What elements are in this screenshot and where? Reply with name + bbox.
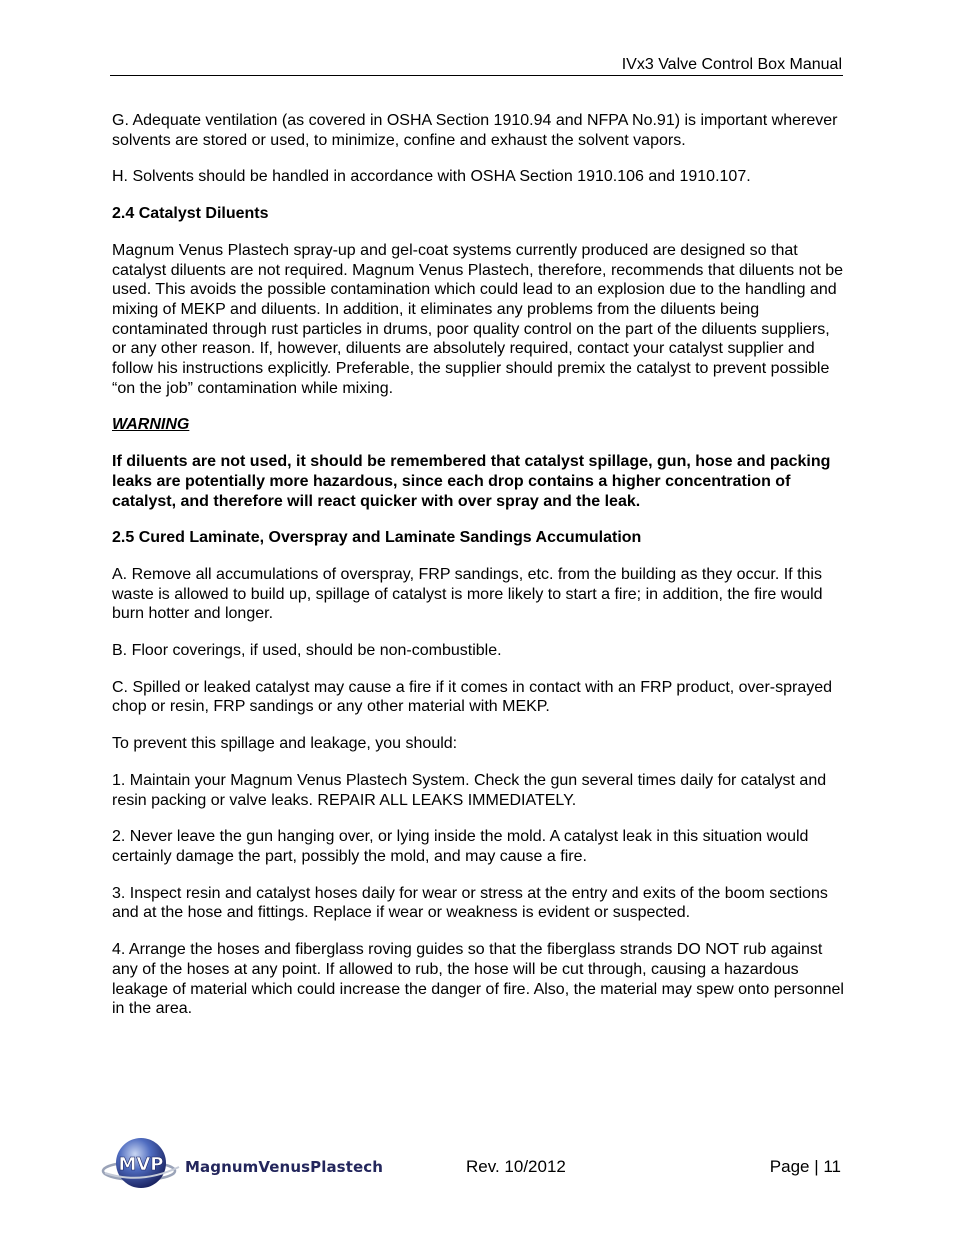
paragraph-b: B. Floor coverings, if used, should be non-combustible. (112, 642, 502, 660)
list-item-4: 4. Arrange the hoses and fiberglass roving guides so that the fiberglass strands DO NOT rub against any of the hoses at any point. If allowed to rub, the hose will be cut through, causing a hazardous leakage of material which could increase the danger of fire. Also, the material may spew onto personnel in the area. (112, 941, 844, 1018)
warning-text: If diluents are not used, it should be remembered that catalyst spillage, gun, hose and packing leaks are potentially more hazardous, since each drop contains a higher concentration of catalyst, and therefore will react quicker with over spray and the leak. (112, 453, 831, 510)
paragraph-a: A. Remove all accumulations of overspray, FRP sandings, etc. from the building as they occur. If this waste is allowed to build up, spillage of catalyst is more likely to start a fire; in addition, the fire would burn hotter and longer. (112, 565, 823, 623)
paragraph-c: C. Spilled or leaked catalyst may cause a fire if it comes in contact with an FRP product, over-sprayed chop or resin, FRP sandings or any other material with MEKP. (112, 678, 833, 716)
paragraph-prevent: To prevent this spillage and leakage, you should: (112, 735, 458, 753)
mvp-logo-icon (101, 1133, 185, 1195)
document-body (112, 111, 847, 1036)
warning-label: WARNING (112, 416, 190, 434)
header-rule (110, 75, 843, 76)
logo-wordmark: MagnumVenusPlastech (185, 1158, 384, 1176)
company-logo (101, 1133, 391, 1195)
list-item-3: 3. Inspect resin and catalyst hoses daily for wear or stress at the entry and exits of the boom sections and at the hose and fittings. Replace if wear or weakness is evident or suspected. (112, 884, 828, 922)
paragraph-g: G. Adequate ventilation (as covered in OSHA Section 1910.94 and NFPA No.91) is important wherever solvents are stored or used, to minimize, confine and exhaust the solvent vapors. (112, 112, 838, 149)
logo-badge-text: MVP (118, 1154, 164, 1175)
revision-date: Rev. 10/2012 (466, 1157, 566, 1176)
list-item-1: 1. Maintain your Magnum Venus Plastech System. Check the gun several times daily for catalyst and resin packing or valve leaks. REPAIR ALL LEAKS IMMEDIATELY. (112, 771, 827, 809)
paragraph-h: H. Solvents should be handled in accordance with OSHA Section 1910.106 and 1910.107. (112, 168, 751, 186)
section-heading-2-4: 2.4 Catalyst Diluents (112, 205, 269, 223)
header-title: IVx3 Valve Control Box Manual (621, 56, 842, 73)
page-number: Page | 11 (769, 1157, 841, 1176)
list-item-2: 2. Never leave the gun hanging over, or lying inside the mold. A catalyst leak in this situation would certainly damage the part, possibly the mold, and may cause a fire. (112, 828, 809, 865)
paragraph-catalyst-diluents: Magnum Venus Plastech spray-up and gel-coat systems currently produced are designed so that catalyst diluents are not required. Magnum Venus Plastech, therefore, recommends that diluents not be used. This avoids the possible contamination which could lead to an explosion due to the handling and mixing of MEKP and diluents. In addition, it eliminates any problems from the diluents being contaminated through rust particles in drums, poor quality control on the part of the diluents suppliers, or any other reason. If, however, diluents are absolutely required, contact your catalyst supplier and follow his instructions explicitly. Preferable, the supplier should premix the catalyst to prevent possible “on the job” contamination while mixing. (112, 241, 844, 397)
section-heading-2-5: 2.5 Cured Laminate, Overspray and Laminate Sandings Accumulation (112, 529, 642, 547)
